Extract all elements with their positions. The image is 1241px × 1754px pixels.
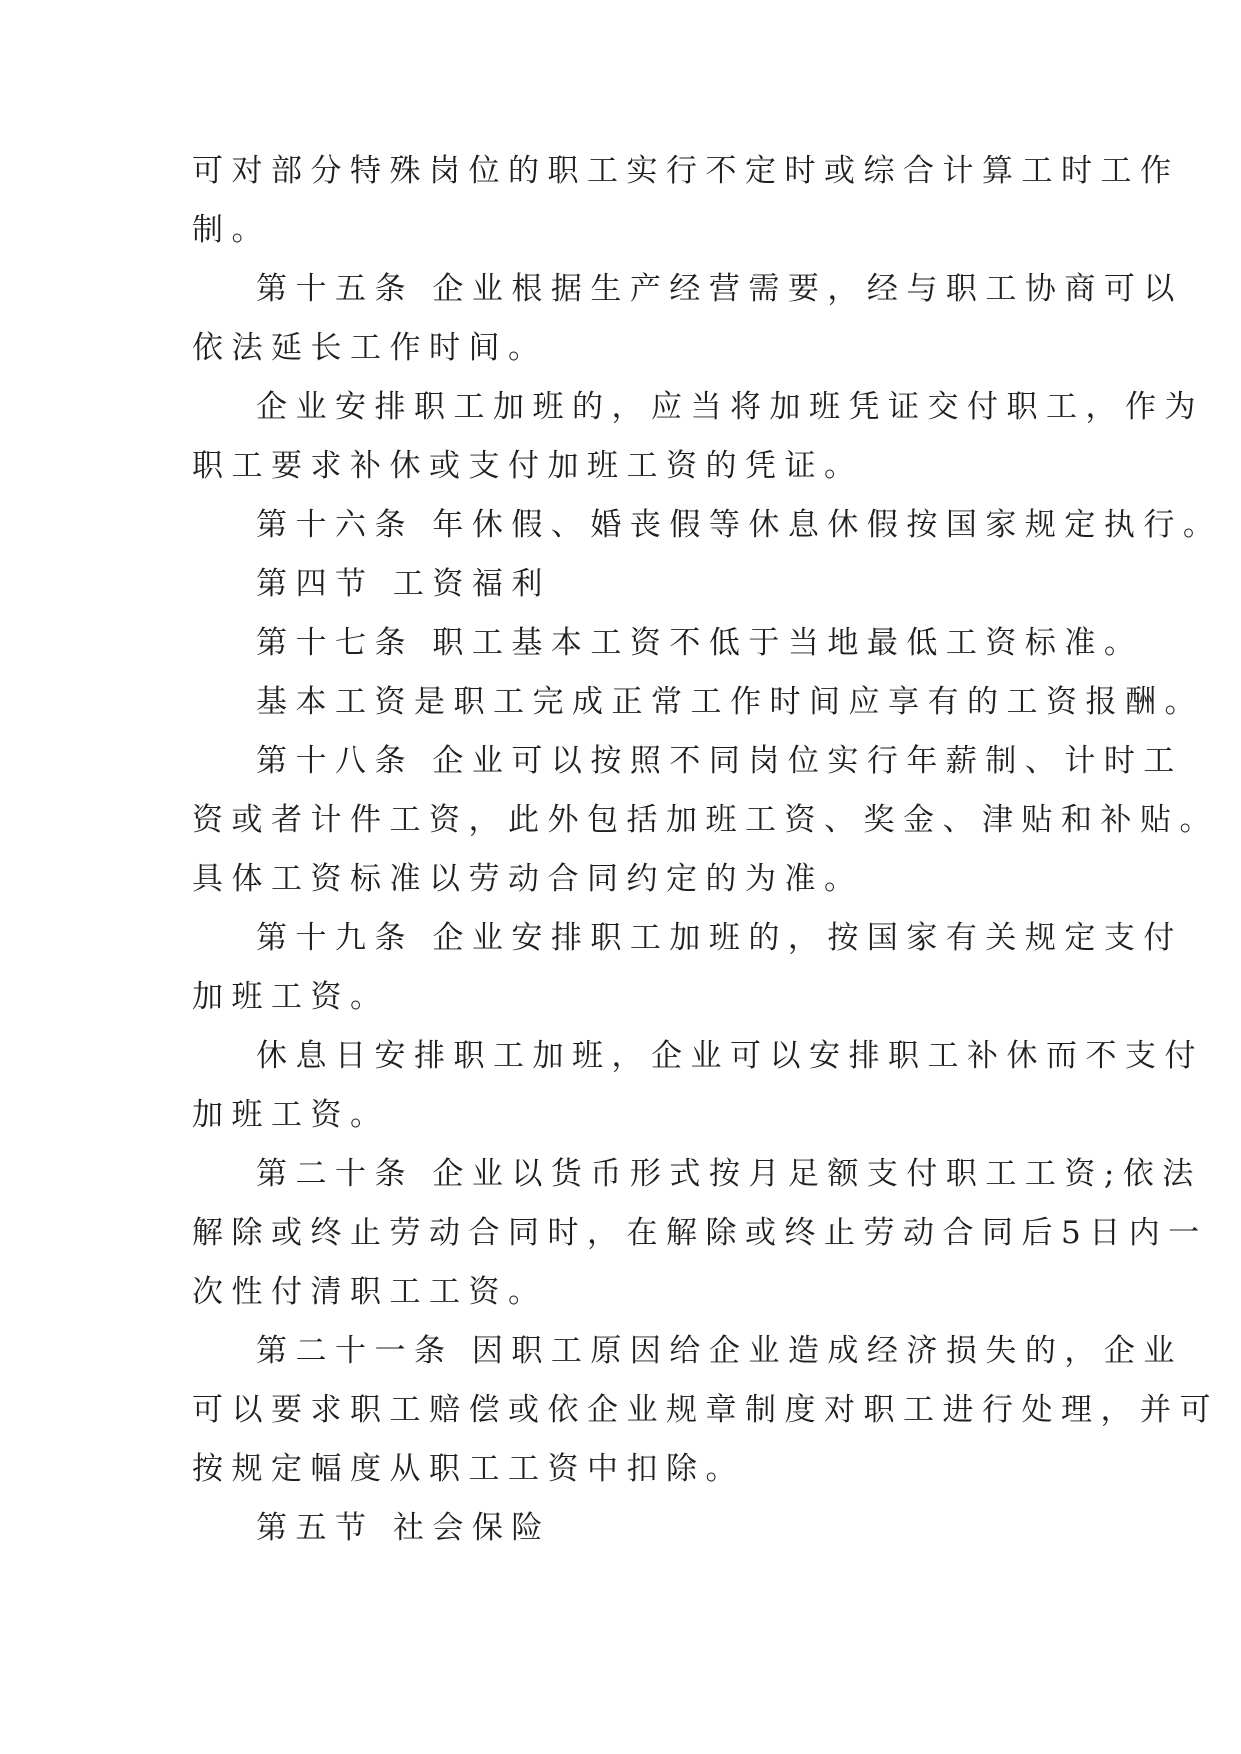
article-20 <box>192 1145 1208 1322</box>
text-line: 加班工资。 <box>192 1097 390 1133</box>
text-line: 职工要求补休或支付加班工资的凭证。 <box>192 448 864 484</box>
article-21 <box>192 1322 1219 1499</box>
text-line: 可对部分特殊岗位的职工实行不定时或综合计算工时工作 <box>192 153 1180 189</box>
text-line: 第十七条 职工基本工资不低于当地最低工资标准。 <box>256 625 1144 661</box>
text-line: 加班工资。 <box>192 979 390 1015</box>
text-line: 次性付清职工工资。 <box>192 1274 548 1310</box>
article-19 <box>192 909 1183 1027</box>
article-15 <box>192 260 1183 378</box>
text-line: 第十五条 企业根据生产经营需要，经与职工协商可以 <box>256 271 1183 307</box>
text-line: 第四节 工资福利 <box>256 566 551 602</box>
text-line: 资或者计件工资，此外包括加班工资、奖金、津贴和补贴。 <box>192 802 1219 838</box>
text-line: 解除或终止劳动合同时，在解除或终止劳动合同后5日内一 <box>192 1215 1208 1251</box>
text-line: 制。 <box>192 212 271 248</box>
text-line: 第二十一条 因职工原因给企业造成经济损失的，企业 <box>256 1333 1183 1369</box>
text-line: 第二十条 企业以货币形式按月足额支付职工工资;依法 <box>256 1156 1202 1192</box>
article-18 <box>192 732 1219 909</box>
text-line: 休息日安排职工加班，企业可以安排职工补休而不支付 <box>256 1038 1204 1074</box>
text-line: 具体工资标准以劳动合同约定的为准。 <box>192 861 864 897</box>
text-line: 第十六条 年休假、婚丧假等休息休假按国家规定执行。 <box>256 507 1223 543</box>
text-line: 第十九条 企业安排职工加班的，按国家有关规定支付 <box>256 920 1183 956</box>
document-page <box>192 142 1223 1558</box>
section-5-heading <box>192 1499 1070 1558</box>
article-16 <box>192 496 1223 555</box>
article-15-paragraph-2 <box>192 378 1204 496</box>
text-line: 按规定幅度从职工工资中扣除。 <box>192 1451 745 1487</box>
text-line: 第五节 社会保险 <box>256 1510 551 1546</box>
text-line: 第十八条 企业可以按照不同岗位实行年薪制、计时工 <box>256 743 1183 779</box>
section-4-heading <box>192 555 1070 614</box>
paragraph-continuation <box>192 142 1180 260</box>
article-17-paragraph-2 <box>192 673 1204 732</box>
article-19-paragraph-2 <box>192 1027 1204 1145</box>
text-line: 可以要求职工赔偿或依企业规章制度对职工进行处理，并可 <box>192 1392 1219 1428</box>
article-17 <box>192 614 1144 673</box>
text-line: 基本工资是职工完成正常工作时间应享有的工资报酬。 <box>256 684 1204 720</box>
text-line: 企业安排职工加班的，应当将加班凭证交付职工，作为 <box>256 389 1204 425</box>
text-line: 依法延长工作时间。 <box>192 330 548 366</box>
